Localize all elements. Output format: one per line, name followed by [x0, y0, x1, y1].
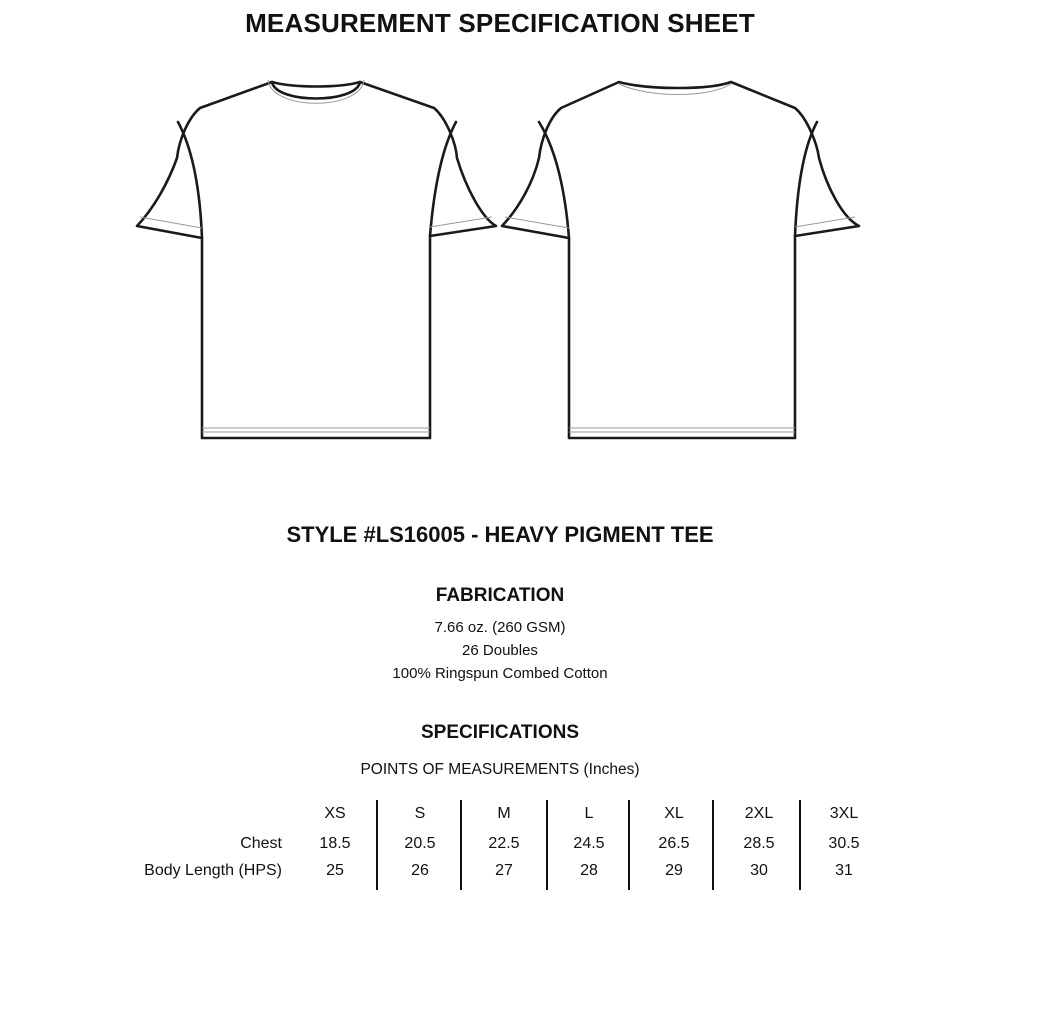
table-cell: 29	[665, 862, 683, 879]
fabrication-weight: 7.66 oz. (260 GSM)	[434, 619, 566, 636]
size-header: L	[584, 805, 594, 822]
column-divider	[799, 800, 801, 890]
style-title: STYLE #LS16005 - HEAVY PIGMENT TEE	[286, 522, 714, 547]
size-header: XS	[324, 805, 346, 822]
table-cell: 20.5	[404, 835, 436, 852]
table-cell: 24.5	[573, 835, 605, 852]
column-divider	[546, 800, 548, 890]
table-cell: 22.5	[488, 835, 520, 852]
fabrication-title: FABRICATION	[435, 585, 565, 606]
fabrication-doubles: 26 Doubles	[462, 642, 538, 659]
fabrication-lines	[0, 616, 1000, 685]
row-label-chest: Chest	[240, 835, 282, 852]
tshirt-front-icon	[134, 78, 500, 446]
table-cell: 26	[411, 862, 429, 879]
measurements-subtitle: POINTS OF MEASUREMENTS (Inches)	[360, 761, 640, 778]
specifications-title: SPECIFICATIONS	[421, 722, 579, 743]
table-cell: 18.5	[319, 835, 351, 852]
table-cell: 30	[750, 862, 768, 879]
fabrication-material: 100% Ringspun Combed Cotton	[392, 665, 608, 682]
table-cell: 28	[580, 862, 598, 879]
page-title: MEASUREMENT SPECIFICATION SHEET	[245, 8, 755, 38]
table-cell: 26.5	[658, 835, 690, 852]
column-divider	[628, 800, 630, 890]
table-cell: 31	[835, 862, 853, 879]
size-header: 2XL	[744, 805, 774, 822]
size-header: S	[414, 805, 426, 822]
row-label-body-length: Body Length (HPS)	[144, 862, 282, 879]
table-cell: 28.5	[743, 835, 775, 852]
measurement-table	[0, 800, 1039, 892]
column-divider	[460, 800, 462, 890]
tshirt-back-icon	[499, 78, 865, 446]
table-cell: 27	[495, 862, 513, 879]
column-divider	[712, 800, 714, 890]
table-cell: 25	[326, 862, 344, 879]
column-divider	[376, 800, 378, 890]
size-header: XL	[664, 805, 684, 822]
size-header: 3XL	[829, 805, 859, 822]
table-cell: 30.5	[828, 835, 860, 852]
size-header: M	[497, 805, 511, 822]
